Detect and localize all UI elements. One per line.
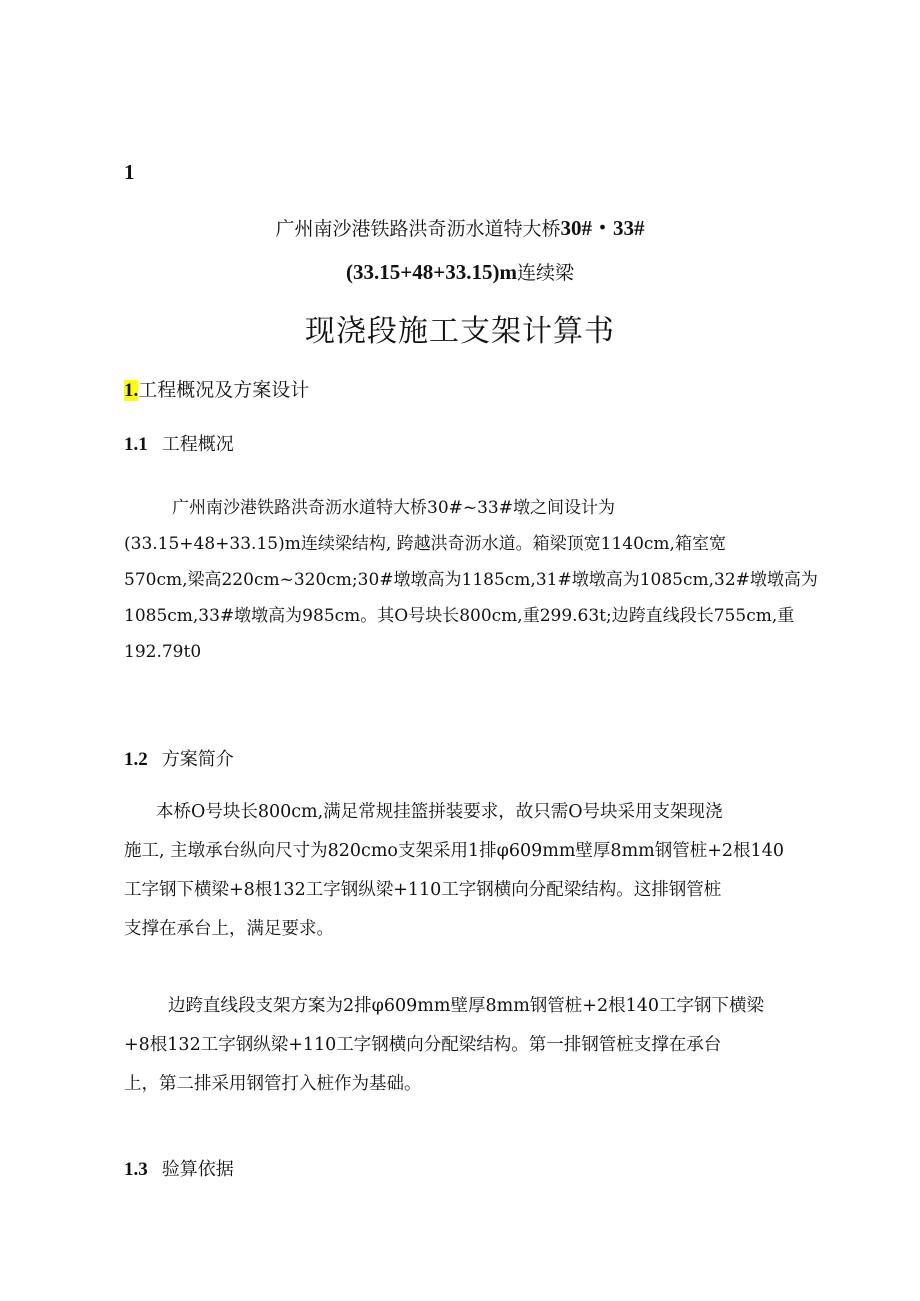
section-1-2-heading <box>124 745 234 771</box>
doc-title-line1 <box>0 212 920 242</box>
paragraph-line: 本桥O号块长800cm,满足常规挂篮拼装要求，故只需O号块采用支架现浇 <box>156 802 723 822</box>
section-1-3-number: 1.3 <box>124 1159 148 1180</box>
section-1-1-title: 工程概况 <box>161 434 234 455</box>
section-1-heading <box>124 375 309 402</box>
title-line2-suffix: 连续梁 <box>516 262 574 284</box>
paragraph-line: 广州南沙港铁路洪奇沥水道特大桥30#~33#墩之间设计为 <box>172 498 615 518</box>
page-number: 1 <box>124 160 135 184</box>
section-1-1-heading <box>124 430 234 456</box>
section-1-2-paragraph-1 <box>124 793 824 949</box>
section-1-2-paragraph-2 <box>124 987 824 1104</box>
section-1-3-heading <box>124 1155 234 1181</box>
paragraph-line: 1085cm,33#墩墩高为985cm。其O号块长800cm,重299.63t;边跨直线段长755cm,重 <box>124 606 795 626</box>
paragraph-line: 570cm,梁高220cm~320cm;30#墩墩高为1185cm,31#墩墩高为1085cm,32#墩墩高为 <box>124 570 818 590</box>
section-1-number: 1. <box>124 380 139 401</box>
paragraph-line: +8根132工字钢纵梁+110工字钢横向分配梁结构。第一排钢管桩支撑在承台 <box>124 1035 722 1055</box>
title-line2-bold: (33.15+48+33.15)m <box>346 260 517 284</box>
paragraph-line: 192.79t0 <box>124 642 202 662</box>
section-1-1-number: 1.1 <box>124 434 148 455</box>
section-1-title: 工程概况及方案设计 <box>138 379 310 401</box>
section-1-3-title: 验算依据 <box>161 1159 234 1180</box>
section-1-1-paragraph <box>124 490 824 670</box>
paragraph-line: 支撑在承台上，满足要求。 <box>124 919 334 939</box>
paragraph-line: 上，第二排采用钢管打入桩作为基础。 <box>124 1074 422 1094</box>
doc-title-line2 <box>0 258 920 285</box>
title-line1-bold: 30#・33# <box>560 216 645 240</box>
title-line1-prefix: 广州南沙港铁路洪奇沥水道特大桥 <box>275 218 561 240</box>
paragraph-line: 边跨直线段支架方案为2排φ609mm壁厚8mm钢管桩+2根140工字钢下横梁 <box>168 996 764 1016</box>
paragraph-line: 工字钢下横梁+8根132工字钢纵梁+110工字钢横向分配梁结构。这排钢管桩 <box>124 880 722 900</box>
paragraph-line: 施工, 主墩承台纵向尺寸为820cmo支架采用1排φ609mm壁厚8mm钢管桩+2根140 <box>124 841 784 861</box>
paragraph-line: (33.15+48+33.15)m连续梁结构, 跨越洪奇沥水道。箱梁顶宽1140cm,箱室宽 <box>124 534 726 554</box>
doc-main-title: 现浇段施工支架计算书 <box>305 314 615 349</box>
section-1-2-title: 方案简介 <box>161 749 234 770</box>
section-1-2-number: 1.2 <box>124 749 148 770</box>
